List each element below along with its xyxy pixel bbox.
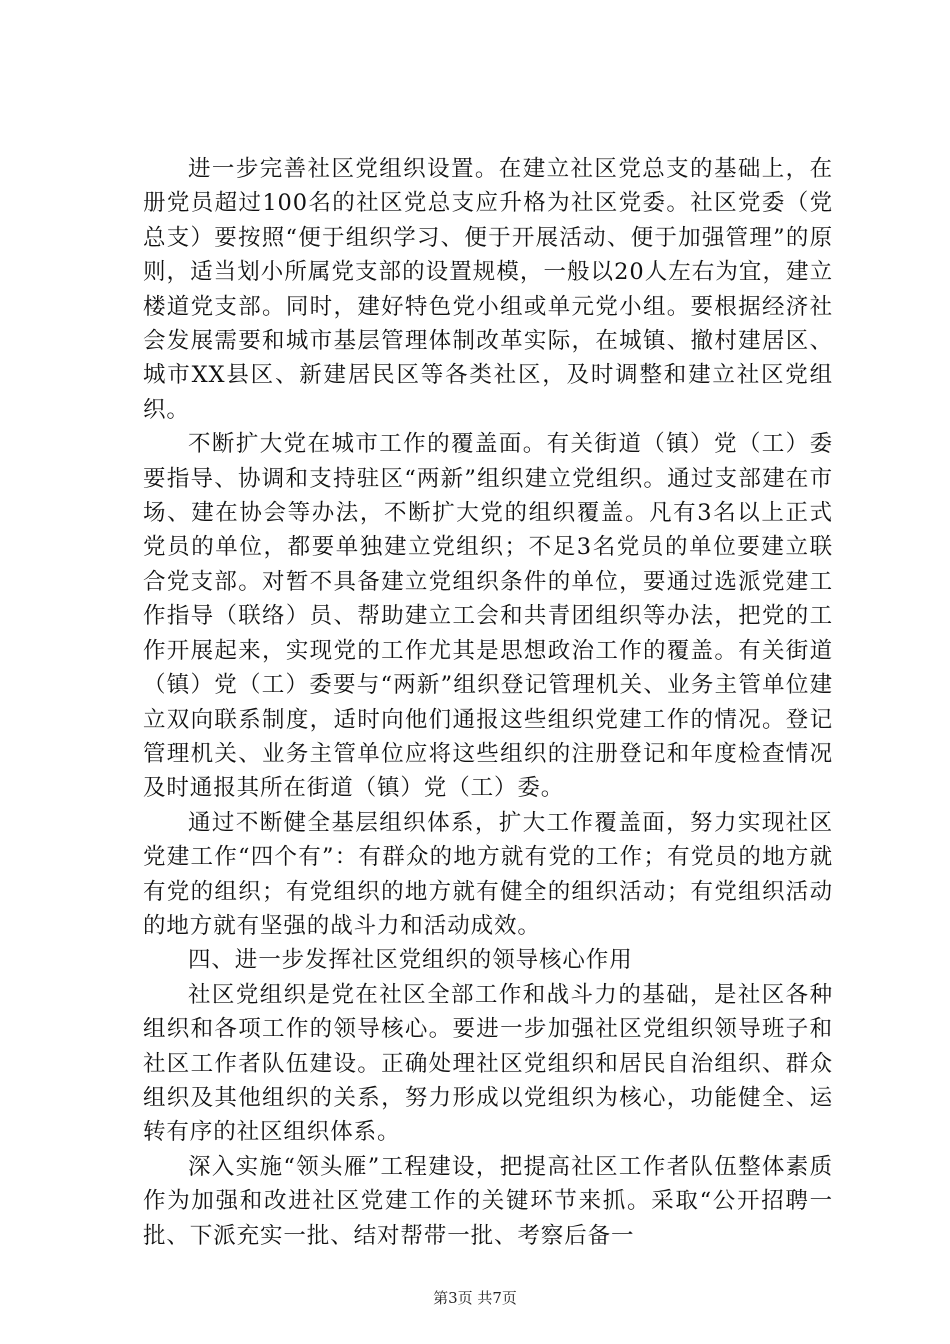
document-body: [143, 152, 833, 1253]
paragraph-lead-goose-project: 深入实施“领头雁”工程建设，把提高社区工作者队伍整体素质作为加强和改进社区党建工作的关键环节来抓。采取“公开招聘一批、下派充实一批、结对帮带一批、考察后备一: [143, 1153, 833, 1249]
paragraph-four-haves: 通过不断健全基层组织体系，扩大工作覆盖面，努力实现社区党建工作“四个有”：有群众的地方就有党的工作；有党员的地方就有党的组织；有党组织的地方就有健全的组织活动；有党组织活动的地方就有坚强的战斗力和活动成效。: [143, 809, 833, 939]
section-heading-four: 四、进一步发挥社区党组织的领导核心作用: [188, 947, 633, 974]
paragraph-expand-coverage: 不断扩大党在城市工作的覆盖面。有关街道（镇）党（工）委要指导、协调和支持驻区“两新”组织建立党组织。通过支部建在市场、建在协会等办法，不断扩大党的组织覆盖。凡有3名以上正式党员的单位，都要单独建立党组织；不足3名党员的单位要建立联合党支部。对暂不具备建立党组织条件的单位，要通过选派党建工作指导（联络）员、帮助建立工会和共青团组织等办法，把党的工作开展起来，实现党的工作尤其是思想政治工作的覆盖。有关街道（镇）党（工）委要与“两新”组织登记管理机关、业务主管单位建立双向联系制度，适时向他们通报这些组织党建工作的情况。登记管理机关、业务主管单位应将这些组织的注册登记和年度检查情况及时通报其所在街道（镇）党（工）委。: [143, 431, 833, 802]
paragraph-leadership-core: 社区党组织是党在社区全部工作和战斗力的基础，是社区各种组织和各项工作的领导核心。要进一步加强社区党组织领导班子和社区工作者队伍建设。正确处理社区党组织和居民自治组织、群众组织及其他组织的关系，努力形成以党组织为核心，功能健全、运转有序的社区组织体系。: [143, 981, 833, 1146]
page-number-footer: 第3页 共7页: [433, 1289, 517, 1307]
paragraph-community-party-setup: 进一步完善社区党组织设置。在建立社区党总支的基础上，在册党员超过100名的社区党总支应升格为社区党委。社区党委（党总支）要按照“便于组织学习、便于开展活动、便于加强管理”的原则，适当划小所属党支部的设置规模，一般以20人左右为宜，建立楼道党支部。同时，建好特色党小组或单元党小组。要根据经济社会发展需要和城市基层管理体制改革实际，在城镇、撤村建居区、城市XX县区、新建居民区等各类社区，及时调整和建立社区党组织。: [143, 156, 833, 423]
